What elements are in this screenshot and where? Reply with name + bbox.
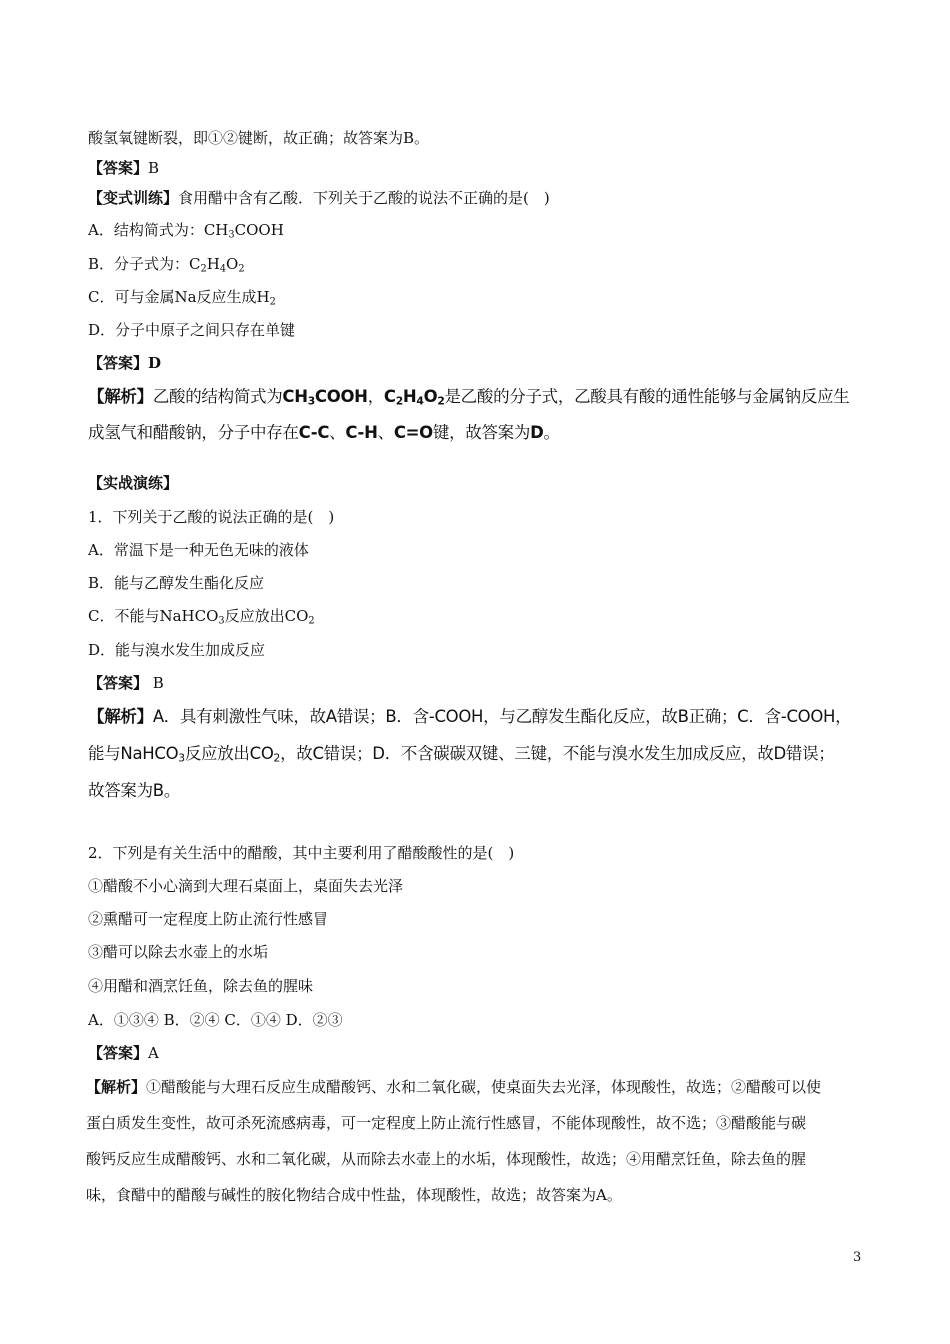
analysis-tag: 【解析】 <box>88 707 153 726</box>
page-number: 3 <box>853 1250 862 1265</box>
question-1-stem: 1．下列关于乙酸的说法正确的是( ) <box>88 508 335 526</box>
q2-item-2: ②熏醋可一定程度上防止流行性感冒 <box>88 910 329 928</box>
answer-line <box>88 158 159 178</box>
q2-item-3: ③醋可以除去水壶上的水垢 <box>88 943 269 961</box>
answer-value: B <box>148 159 160 177</box>
answer-tag: 【答案】 <box>88 1044 149 1062</box>
question-stem <box>88 188 550 208</box>
answer-tag: 【答案】 <box>88 674 149 692</box>
answer-line <box>88 353 161 373</box>
analysis-line-1: 【解析】乙酸的结构简式为$CH_3COOH$，$C_2H_4O_2$是乙酸的分子式，乙酸具有酸的通性能够与金属钠反应生 <box>88 387 850 408</box>
q1-analysis-line-2: 能与NaHCO$_3$反应放出$CO_2$，故C错误；D．不含碳碳双键、三键，不能与溴水发生加成反应，故D错误； <box>88 744 835 765</box>
answer-value: D <box>148 354 162 372</box>
option-d: D．分子中原子之间只存在单键 <box>88 321 296 339</box>
q1-option-b: B．能与乙醇发生酯化反应 <box>88 574 265 592</box>
option-b: B．分子式为：$C_2H_4O_2$ <box>88 255 245 275</box>
q1-option-d: D．能与溴水发生加成反应 <box>88 641 266 659</box>
q2-options: A．①③④ B．②④ C．①④ D．②③ <box>88 1011 343 1029</box>
analysis-tag: 【解析】 <box>86 1078 147 1096</box>
analysis-line-2: 成氢气和醋酸钠，分子中存在C-C、C-H、C=O键，故答案为D。 <box>88 423 560 442</box>
stem-text: 食用醋中含有乙酸．下列关于乙酸的说法不正确的是( ) <box>178 189 550 207</box>
text-line: 酸氢氧键断裂，即①②键断，故正确；故答案为B。 <box>88 129 430 147</box>
analysis-tag: 【解析】 <box>88 387 153 406</box>
q2-analysis-line-3: 酸钙反应生成醋酸钙、水和二氧化碳，从而除去水壶上的水垢，体现酸性，故选；④用醋烹饪鱼，除去鱼的腥 <box>86 1150 807 1168</box>
answer-tag: 【答案】 <box>88 354 149 372</box>
answer-value: B <box>152 674 164 692</box>
paragraph-line <box>88 128 429 148</box>
section-tag: 【变式训练】 <box>88 189 179 207</box>
q2-analysis-line-1: 【解析】①醋酸能与大理石反应生成醋酸钙、水和二氧化碳，使桌面失去光泽，体现酸性，故选；②醋酸可以使 <box>86 1078 822 1096</box>
option-a: A．结构简式为：$CH_3COOH$ <box>88 221 284 241</box>
option-c: C．可与金属Na反应生成$H_2$ <box>88 288 276 308</box>
q2-analysis-line-4: 味，食醋中的醋酸与碱性的胺化物结合成中性盐，体现酸性，故选；故答案为A。 <box>86 1186 622 1204</box>
q2-item-1: ①醋酸不小心滴到大理石桌面上，桌面失去光泽 <box>88 877 404 895</box>
q1-analysis-line-1: 【解析】A．具有刺激性气味，故A错误；B．含-COOH，与乙醇发生酯化反应，故B正确；C．含-COOH， <box>88 707 852 726</box>
section-heading <box>88 473 178 493</box>
q2-item-4: ④用醋和酒烹饪鱼，除去鱼的腥味 <box>88 977 314 995</box>
answer-value: A <box>148 1044 159 1062</box>
q2-analysis-line-2: 蛋白质发生变性，故可杀死流感病毒，可一定程度上防止流行性感冒，不能体现酸性，故不选；③醋酸能与碳 <box>86 1114 807 1132</box>
section-tag: 【实战演练】 <box>88 474 179 492</box>
q1-option-a: A．常温下是一种无色无味的液体 <box>88 541 309 559</box>
q1-analysis-line-3: 故答案为B。 <box>88 781 181 800</box>
answer-tag: 【答案】 <box>88 159 149 177</box>
q1-answer-line <box>88 673 164 693</box>
q1-option-c: C．不能与NaHCO$_3$反应放出$CO_2$ <box>88 607 315 627</box>
question-2-stem: 2．下列是有关生活中的醋酸，其中主要利用了醋酸酸性的是( ) <box>88 844 515 862</box>
q2-answer-line <box>88 1043 159 1063</box>
